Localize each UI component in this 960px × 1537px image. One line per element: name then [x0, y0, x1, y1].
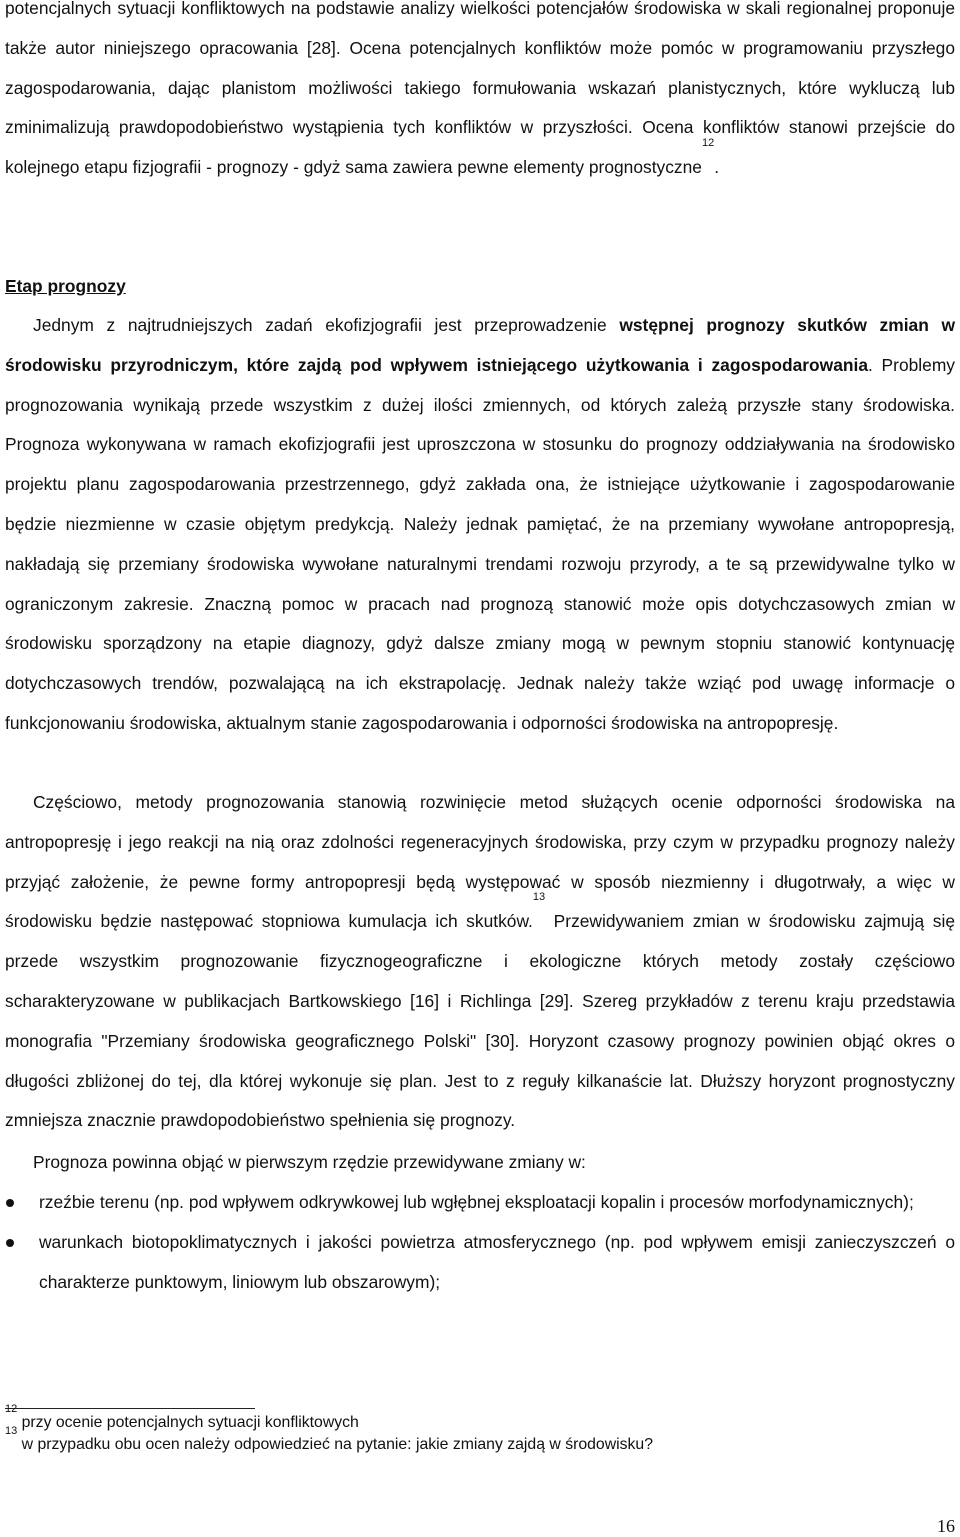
footnote-separator: [5, 1408, 255, 1409]
paragraph-text: Jednym z najtrudniejszych zadań ekofizjografii jest przeprowadzenie: [33, 315, 620, 335]
bullet-icon: [6, 1199, 14, 1207]
paragraph-text-rest: . Problemy prognozowania wynikają przede wszystkim z dużej ilości zmiennych, od których zależą przyszłe stany środowiska. Prognoza wykonywana w ramach ekofizjografii jest uproszczona w stosunku do prognozy oddziaływania na środowisko projektu planu zagospodarowania przestrzennego, gdyż zakłada ona, że istniejące użytkowanie i zagospodarowanie będzie niezmienne w czasie objętym predykcją. Należy jednak pamiętać, że na przemiany wywołane antropopresją, nakładają się przemiany środowiska wywołane naturalnymi trendami rozwoju przyrody, a te są przewidywalne tylko w ograniczonym zakresie. Znaczną pomoc w pracach nad prognozą stanowić może opis dotychczasowych zmian w środowisku sporządzony na etapie diagnozy, gdyż dalsze zmiany mogą w pewnym stopniu stanowić kontynuację dotychczasowych trendów, pozwalającą na ich ekstrapolację. Jednak należy także wziąć pod uwagę informacje o funkcjonowaniu środowiska, aktualnym stanie zagospodarowania i odporności środowiska na antropopresję.: [5, 354, 956, 733]
paragraph-prognosis-scope: [5, 1143, 955, 1183]
bold-emphasis: wstępnej prognozy skutków zmian w środowisku przyrodniczym, które zajdą pod wpływem istniejącego użytkowania i zagospodarowania: [5, 315, 955, 375]
footnote-13: [5, 1425, 955, 1456]
list-item: [5, 1223, 955, 1303]
paragraph-text-rest: Przewidywaniem zmian w środowisku zajmują się przede wszystkim prognozowanie fizycznogeograficzne i ekologiczne których metody zostały częściowo scharakteryzowane w publikacjach Bartkowskiego [16] i Richlinga [29]. Szereg przykładów z terenu kraju przedstawia monografia "Przemiany środowiska geograficznego Polski" [30]. Horyzont czasowy prognozy powinien objąć okres o długości zbliżonej do tej, dla której wykonuje się plan. Jest to z reguły kilkanaście lat. Dłuższy horyzont prognostyczny zmniejsza znacznie prawdopodobieństwo spełnienia się prognozy.: [5, 911, 955, 1131]
footnote-text: przy ocenie potencjalnych sytuacji konfliktowych: [21, 1414, 359, 1431]
paragraph-text: Częściowo, metody prognozowania stanowią rozwinięcie metod służących ocenie odporności środowiska na antropopresję i jego reakcji na nią oraz zdolności regeneracyjnych środowiska, przy czym w przypadku prognozy należy przyjąć założenie, że pewne formy antropopresji będą występować w sposób niezmienny i długotrwały, a więc w środowisku będzie następować stopniowa kumulacja ich skutków.: [5, 792, 955, 932]
list-item-text: warunkach biotopoklimatycznych i jakości powietrza atmosferycznego (np. pod wpływem emisji zanieczyszczeń o charakterze punktowym, liniowym lub obszarowym);: [39, 1231, 955, 1292]
paragraph-prognosis-intro: [5, 306, 955, 744]
footnote-12: [5, 1403, 955, 1434]
footnote-number: 13: [5, 1425, 18, 1437]
footnote-number: 12: [5, 1403, 18, 1415]
list-item: [5, 1183, 955, 1223]
list-item-text: rzeźbie terenu (np. pod wpływem odkrywkowej lub wgłębnej eksploatacji kopalin i procesów morfodynamicznych);: [39, 1192, 914, 1212]
paragraph-text: Prognoza powinna objąć w pierwszym rzędzie przewidywane zmiany w:: [33, 1152, 586, 1172]
paragraph-conflicts: [5, 0, 955, 188]
bullet-icon: [6, 1239, 14, 1247]
paragraph-text: potencjalnych sytuacji konfliktowych na podstawie analizy wielkości potencjałów środowiska w skali regionalnej proponuje także autor niniejszego opracowania [28]. Ocena potencjalnych konfliktów może pomóc w programowaniu przyszłego zagospodarowania, dając planistom możliwości takiego formułowania wskazań planistycznych, które wykluczą lub zminimalizują prawdopodobieństwo wystąpienia tych konfliktów w przyszłości. Ocena konfliktów stanowi przejście do kolejnego etapu fizjografii - prognozy - gdyż sama zawiera pewne elementy prognostyczne: [5, 0, 955, 178]
footnote-text: w przypadku obu ocen należy odpowiedzieć na pytanie: jakie zmiany zajdą w środowisku?: [21, 1436, 653, 1453]
section-heading-etap-prognozy: Etap prognozy: [5, 276, 126, 296]
paragraph-text-end: .: [714, 157, 720, 178]
bullet-list: [5, 1183, 955, 1302]
paragraph-methods: [5, 783, 955, 1141]
footnotes: [5, 1403, 955, 1456]
footnote-ref-13[interactable]: 13: [532, 891, 546, 904]
footnote-ref-12[interactable]: 12: [701, 137, 715, 150]
page-number: 16: [937, 1516, 955, 1536]
